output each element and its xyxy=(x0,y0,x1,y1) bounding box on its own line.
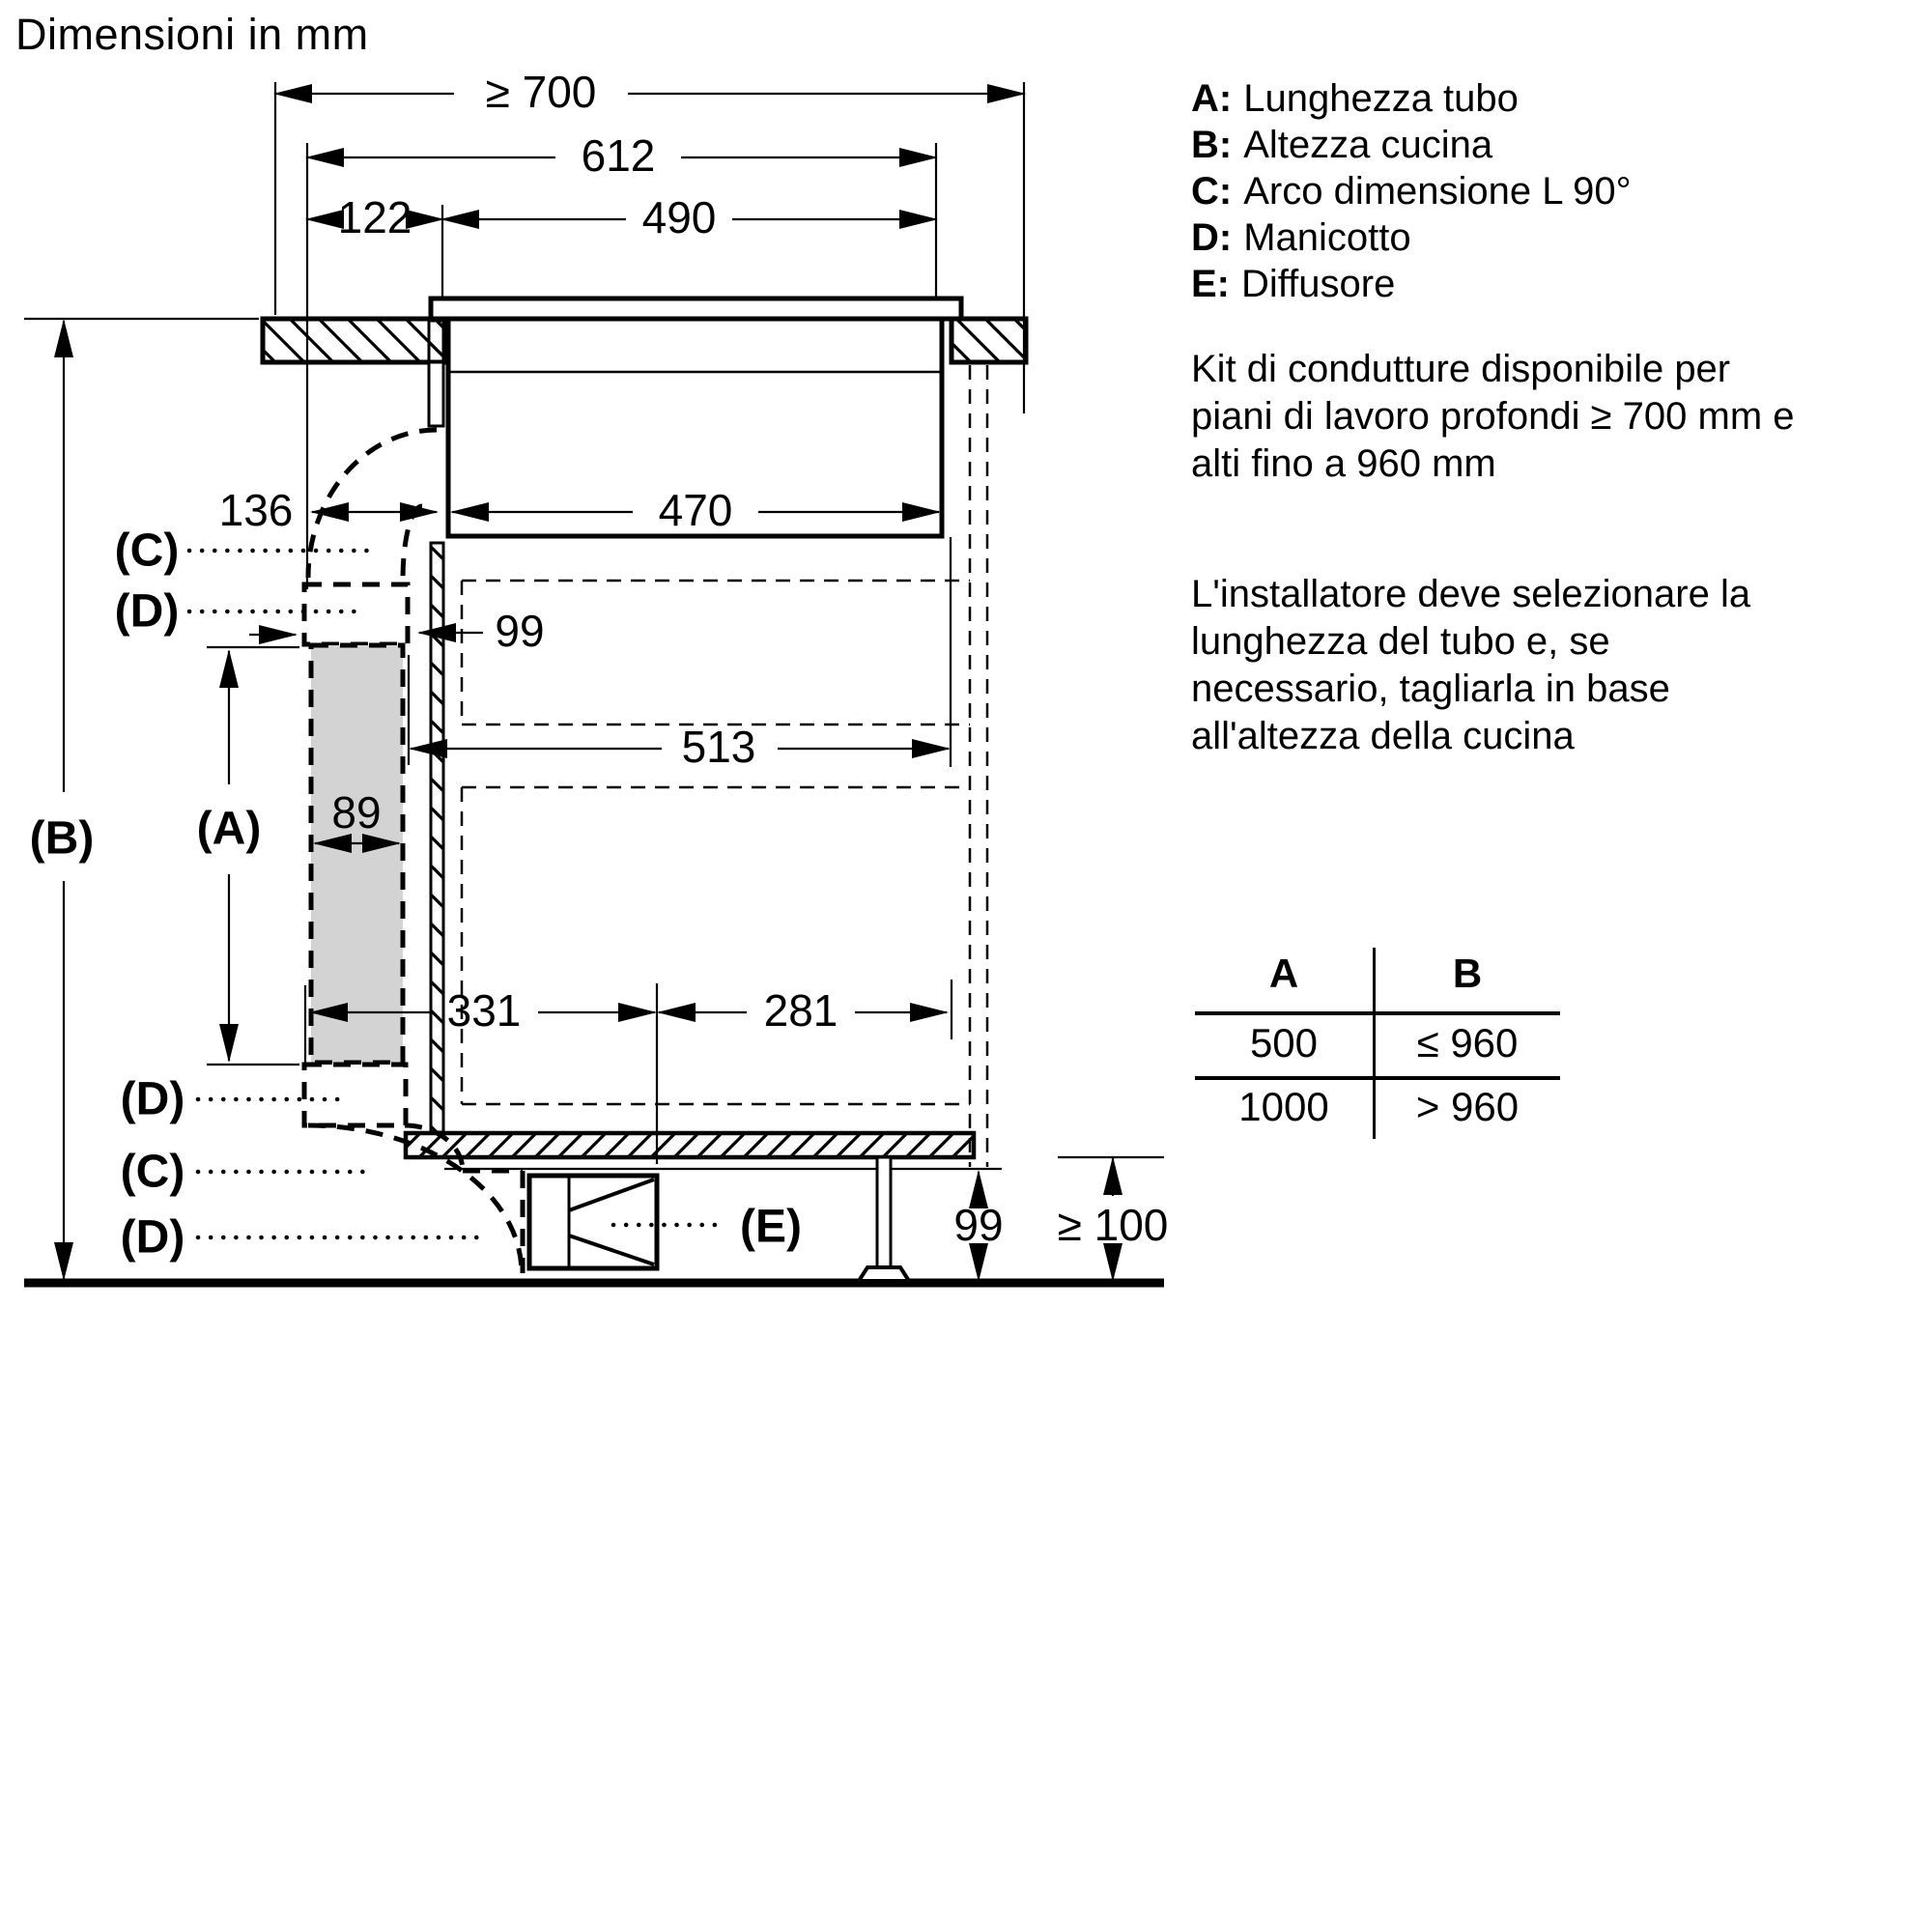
legend xyxy=(1191,75,1632,307)
note-duct-kit: Kit di condutture disponibile per piani di lavoro profondi ≥ 700 mm e alti fino a 960 mm xyxy=(1191,348,1795,485)
table-header-a: A xyxy=(1268,951,1299,996)
cabinet-back-wall xyxy=(431,543,443,1132)
legend-item-e: E: Diffusore xyxy=(1191,263,1396,305)
diffuser xyxy=(529,1176,657,1268)
table-header-b: B xyxy=(1452,951,1483,996)
callout-d-top: (D) xyxy=(114,585,180,638)
worktop-right xyxy=(952,319,1026,362)
dim-rear: 136 xyxy=(218,485,294,535)
elbow-top-inner xyxy=(403,506,422,580)
dim-body: 470 xyxy=(658,485,733,535)
table-column-divider xyxy=(1373,948,1376,1139)
extension-lines xyxy=(24,82,1164,1164)
legend-item-a: A: Lunghezza tubo xyxy=(1191,77,1519,120)
legend-item-b: B: Altezza cucina xyxy=(1191,124,1493,166)
callout-d-bottom: (D) xyxy=(120,1211,185,1264)
callout-b: (B) xyxy=(29,812,95,865)
legend-item-c: C: Arco dimensione L 90° xyxy=(1191,170,1632,213)
sleeve-top xyxy=(304,584,408,644)
callout-a: (A) xyxy=(196,803,262,855)
dimension-lines xyxy=(64,94,1113,1280)
page-title: Dimensioni in mm xyxy=(15,10,369,59)
hob-glass xyxy=(431,298,961,319)
cabinet-foot xyxy=(859,1157,909,1281)
dim-min-width: ≥ 700 xyxy=(485,67,597,117)
sleeve-bottom xyxy=(304,1065,406,1125)
dim-offset-top: 99 xyxy=(495,606,545,656)
dim-tube: 89 xyxy=(331,787,382,838)
elbow-top-outer xyxy=(308,430,437,578)
table-row: 500 ≤ 960 xyxy=(1249,1020,1519,1065)
callout-d-middle: (D) xyxy=(120,1073,185,1125)
dim-bottom-left: 331 xyxy=(446,985,522,1036)
callout-c-bottom: (C) xyxy=(120,1146,185,1198)
worktop-left xyxy=(263,319,444,362)
callout-e: (E) xyxy=(740,1201,802,1253)
dim-plinth: 99 xyxy=(953,1200,1004,1250)
legend-item-d: D: Manicotto xyxy=(1191,216,1411,259)
hob-inlet-channel xyxy=(429,362,443,426)
dim-interior: 513 xyxy=(681,722,756,772)
tube-length-table xyxy=(1195,942,1562,1133)
dim-hob: 612 xyxy=(581,130,656,181)
dim-cutout: 490 xyxy=(641,192,717,242)
dim-bottom-right: 281 xyxy=(763,985,838,1036)
dim-clearance: ≥ 100 xyxy=(1057,1200,1169,1250)
tube xyxy=(311,645,403,1063)
table-header-row xyxy=(1195,942,1562,1006)
callout-c-top: (C) xyxy=(114,525,180,577)
hob-inlet-hatch xyxy=(429,321,443,362)
table-row: 1000 > 960 xyxy=(1238,1084,1520,1129)
dim-left: 122 xyxy=(337,192,412,242)
note-installer: L'installatore deve selezionare la lunghezza del tubo e, se necessario, tagliarla in base all'altezza della cucina xyxy=(1191,573,1751,757)
cabinet-bottom-shelf xyxy=(406,1133,974,1157)
